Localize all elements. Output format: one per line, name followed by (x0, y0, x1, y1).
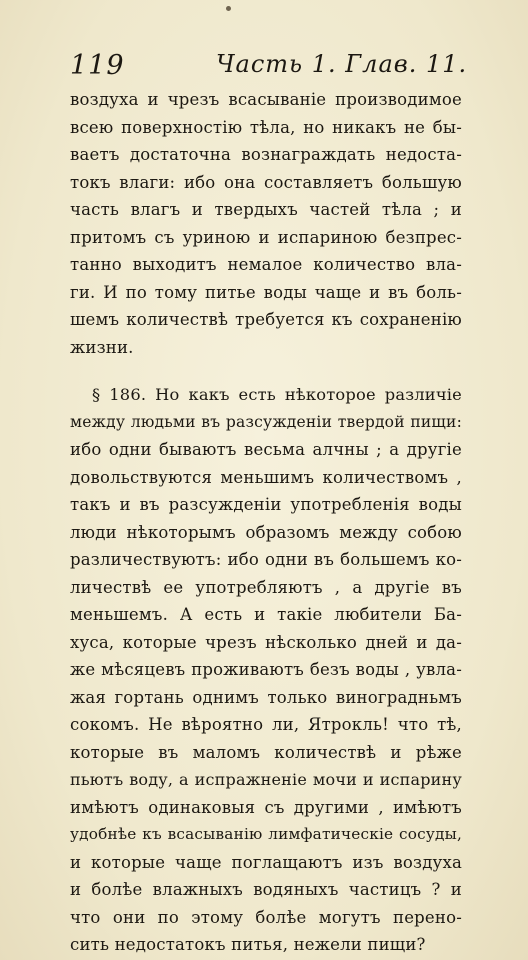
paragraph-1 (70, 86, 462, 361)
text-line: хуса, которые чрезъ нѣсколько дней и да- (70, 632, 462, 652)
paragraph-gap (70, 361, 462, 381)
text-line: меньшемъ. А есть и такiе любители Ба- (70, 605, 462, 624)
page-header (70, 50, 468, 90)
text-line: ги. И по тому питье воды чаще и въ боль- (70, 282, 462, 302)
running-head: Часть 1. Глав. 11. (216, 50, 468, 78)
text-line: сить недостатокъ питья, нежели пищи? (70, 935, 426, 954)
text-line: притомъ съ уриною и испариною безпрес- (70, 227, 462, 247)
page-number: 119 (70, 50, 125, 81)
text-line: жизни. (70, 337, 134, 357)
text-line: между людьми въ разсужденiи твердой пищи: (70, 412, 462, 431)
text-line: что они по этому болѣе могутъ перено- (70, 907, 462, 927)
ink-dot (226, 6, 231, 11)
text-line: шемъ количествѣ требуется къ сохраненiю (70, 310, 462, 329)
text-line: воздуха и чрезъ всасыванiе производимое (70, 90, 462, 109)
text-line: удобнѣе къ всасыванiю лимфатическiе сосуды, (70, 825, 462, 843)
text-line: довольствуются меньшимъ количествомъ , (70, 467, 462, 487)
text-line: жая гортань однимъ только виноградньмъ (70, 687, 462, 707)
text-line: пьютъ воду, а испражненiе мочи и испарину (70, 770, 462, 789)
text-line: которые въ маломъ количествѣ и рѣже (70, 742, 462, 762)
text-line: и болѣе влажныхъ водяныхъ частицъ ? и (70, 880, 462, 899)
text-line: же мѣсяцевъ проживаютъ безъ воды , увла- (70, 660, 462, 679)
text-line: такъ и въ разсужденiи употребленiя воды (70, 495, 462, 514)
paragraph-2 (70, 381, 462, 959)
text-line: люди нѣкоторымъ образомъ между собою (70, 522, 462, 542)
text-line: различествуютъ: ибо одни въ большемъ ко- (70, 550, 462, 569)
text-line: танно выходитъ немалое количество вла- (70, 255, 462, 274)
text-line: всею поверхностiю тѣла, но никакъ не бы- (70, 117, 462, 137)
text-line: ибо одни бываютъ весьма алчны ; а другiе (70, 440, 462, 459)
body-text (70, 86, 462, 959)
text-line: сокомъ. Не вѣроятно ли, Ятрокль! что тѣ, (70, 715, 462, 734)
text-line: имѣютъ одинаковыя съ другими , имѣютъ (70, 797, 462, 817)
text-line: и которые чаще поглащаютъ изъ воздуха (70, 852, 462, 872)
text-line: ваетъ достаточна вознаграждать недоста- (70, 145, 462, 164)
text-line: личествѣ ее употребляютъ , а другiе въ (70, 577, 462, 597)
section-heading-line: § 186. Но какъ есть нѣкоторое различiе (92, 385, 462, 404)
text-line: токъ влаги: ибо она составляетъ большую (70, 172, 462, 192)
text-line: часть влагъ и твердыхъ частей тѣла ; и (70, 200, 462, 219)
